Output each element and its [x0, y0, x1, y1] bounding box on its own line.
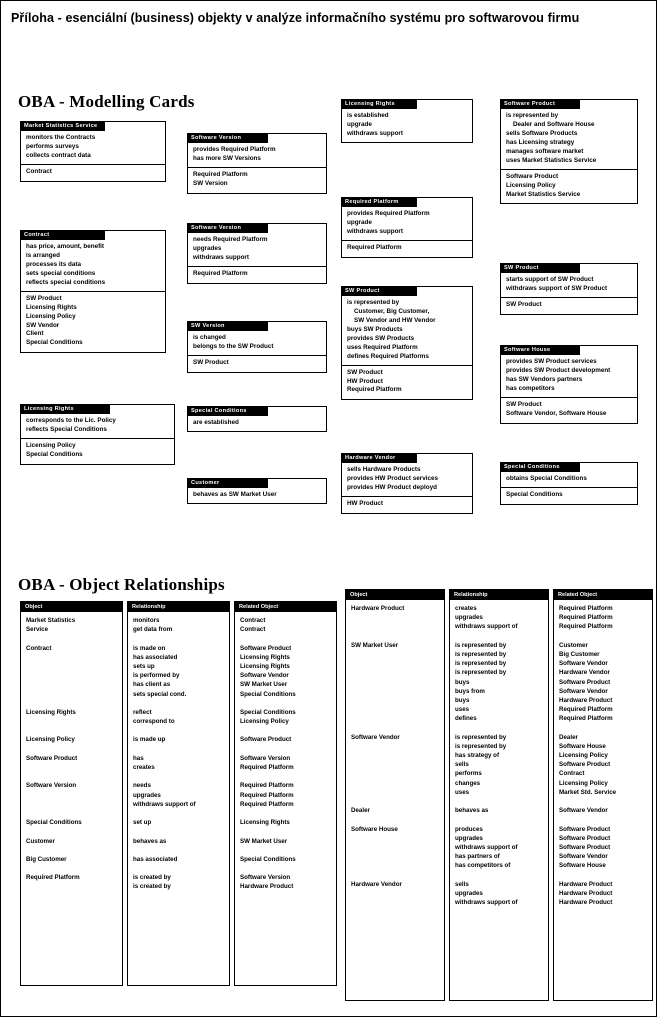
column-cells: Contract Contract Software Product Licensing Rights Licensing Rights Software Vendor SW Market User Special Conditions Special Conditions Licensing Policy Software Product Software Version Required Platform Required Platform Required Platform Required Platform Licensing Rights SW Market User Special Conditions Software Version Hardware Product: [240, 617, 296, 891]
card-special-conditions-obtain: [500, 462, 638, 505]
card-references: SW Product HW Product Required Platform: [347, 368, 402, 394]
card-header: Licensing Rights: [342, 100, 417, 109]
card-operations: is established upgrade withdraws support: [347, 112, 403, 137]
card-operations: is changed belongs to the SW Product: [193, 334, 274, 350]
column-cells: monitors get data from is made on has associated sets up is performed by has client as sets special cond. reflect correspond to is made up has creates needs upgrades withdraws support of set up behaves as has associated is created by is created by: [133, 617, 196, 891]
card-references: SW Product Software Vendor, Software House: [506, 400, 607, 417]
card-operations: are established: [193, 419, 239, 426]
card-header: Contract: [21, 231, 105, 240]
card-operations: provides SW Product services provides SW Product development has SW Vendors partners has competitors: [506, 358, 611, 392]
column-cells: Hardware Product SW Market User Software Vendor Dealer Software House Hardware Vendor: [351, 605, 405, 888]
card-header: Software Product: [501, 100, 580, 109]
column-object: Object Hardware Product SW Market User Software Vendor Dealer Software House Hardware Vendor: [345, 589, 445, 1001]
card-sw-product: [341, 286, 473, 400]
card-header: SW Product: [501, 264, 580, 273]
card-header: SW Product: [342, 287, 417, 296]
card-operations: is represented by Dealer and Software House sells Software Products has Licensing strategy manages software market uses Market Statistics Service: [506, 112, 597, 164]
card-software-version: [187, 133, 327, 194]
card-operations: monitors the Contracts performs surveys collects contract data: [26, 134, 96, 159]
relationship-table-right: [345, 589, 653, 1001]
card-references: Licensing Policy Special Conditions: [26, 441, 83, 458]
card-header: Software Version: [188, 134, 268, 143]
card-operations: provides Required Platform upgrade withdraws support: [347, 210, 430, 235]
card-references: SW Product: [506, 300, 542, 308]
card-customer: [187, 478, 327, 504]
card-operations: sells Hardware Products provides HW Product services provides HW Product deployd: [347, 466, 438, 491]
card-references: SW Product Licensing Rights Licensing Policy SW Vendor Client Special Conditions: [26, 294, 83, 347]
card-operations: needs Required Platform upgrades withdraws support: [193, 236, 268, 261]
card-required-platform: [341, 197, 473, 258]
column-object: Object Market Statistics Service Contract Licensing Rights Licensing Policy Software Product Software Version Special Conditions Customer Big Customer Required Platform: [20, 601, 123, 986]
card-special-conditions: [187, 406, 327, 432]
card-licensing-rights-top: [341, 99, 473, 143]
card-operations: corresponds to the Lic. Policy reflects Special Conditions: [26, 417, 116, 433]
card-header: Hardware Vendor: [342, 454, 417, 463]
card-operations: has price, amount, benefit is arranged processes its data sets special conditions reflects special conditions: [26, 243, 106, 286]
card-licensing-rights: [20, 404, 175, 465]
card-header: Software Version: [188, 224, 268, 233]
card-software-product: [500, 99, 638, 204]
card-operations: obtains Special Conditions: [506, 475, 587, 482]
column-related-object: Related Object Contract Contract Software Product Licensing Rights Licensing Rights Software Vendor SW Market User Special Conditions Special Conditions Licensing Policy Software Product Software Version Required Platform Required Platform Required Platform Required Platform Licensing Rights SW Market User Special Conditions Software Version Hardware Product: [234, 601, 337, 986]
card-header: Software House: [501, 346, 580, 355]
card-references: Contract: [26, 167, 52, 175]
section-title-modelling-cards: OBA - Modelling Cards: [18, 92, 195, 111]
card-header: Special Conditions: [188, 407, 268, 416]
card-contract: [20, 230, 166, 353]
column-related-object: Related Object Required Platform Required Platform Required Platform Customer Big Customer Software Vendor Hardware Vendor Software Product Software Vendor Hardware Product Required Platform Required Platform Dealer Software House Licensing Policy Software Product Contract Licensing Policy Market Std. Service Software Vendor Software Product Software Product Software Product Software Vendor Software House Hardware Product Hardware Product Hardware Product: [553, 589, 653, 1001]
card-software-house: [500, 345, 638, 424]
card-sw-version-change: [187, 321, 327, 373]
card-operations: is represented by Customer, Big Customer, SW Vendor and HW Vendor buys SW Products provides SW Products uses Required Platform defines Required Platforms: [347, 299, 436, 360]
column-relationship: Relationship monitors get data from is made on has associated sets up is performed by has client as sets special cond. reflect correspond to is made up has creates needs upgrades withdraws support of set up behaves as has associated is created by is created by: [127, 601, 230, 986]
page-title: Příloha - esenciální (business) objekty v analýze informačního systému pro softwarovou firmu: [11, 11, 580, 25]
card-references: Required Platform SW Version: [193, 170, 248, 187]
card-references: SW Product: [193, 358, 229, 366]
card-hardware-vendor: [341, 453, 473, 514]
column-relationship: Relationship creates upgrades withdraws support of is represented by is represented by is represented by is represented by buys buys from buys uses defines is represented by is represented by has strategy of sells performs changes uses behaves as produces upgrades withdraws support of has partners of has competitors of sells upgrades withdraws support of: [449, 589, 549, 1001]
card-software-version-2: [187, 223, 327, 284]
card-header: Special Conditions: [501, 463, 580, 472]
column-cells: Market Statistics Service Contract Licensing Rights Licensing Policy Software Product Software Version Special Conditions Customer Big Customer Required Platform: [26, 617, 82, 882]
card-header: Licensing Rights: [21, 405, 110, 414]
card-header: SW Version: [188, 322, 268, 331]
section-title-object-relationships: OBA - Object Relationships: [18, 575, 225, 594]
card-header: Customer: [188, 479, 268, 488]
card-references: Special Conditions: [506, 490, 563, 498]
card-references: Required Platform: [347, 243, 402, 251]
card-references: Software Product Licensing Policy Market Statistics Service: [506, 172, 581, 198]
card-operations: provides Required Platform has more SW Versions: [193, 146, 276, 162]
column-cells: creates upgrades withdraws support of is represented by is represented by is represented by is represented by buys buys from buys uses defines is represented by is represented by has strategy of sells performs changes uses behaves as produces upgrades withdraws support of has partners of has competitors of sells upgrades withdraws support of: [455, 605, 518, 906]
card-sw-product-support: [500, 263, 638, 315]
card-operations: behaves as SW Market User: [193, 491, 277, 498]
card-header: Market Statistics Service: [21, 122, 105, 131]
card-market-statistics-service: [20, 121, 166, 182]
relationship-table-left: [20, 601, 337, 986]
card-references: Required Platform: [193, 269, 248, 277]
card-operations: starts support of SW Product withdraws support of SW Product: [506, 276, 608, 292]
card-header: Required Platform: [342, 198, 417, 207]
column-cells: Required Platform Required Platform Required Platform Customer Big Customer Software Vendor Hardware Vendor Software Product Software Vendor Hardware Product Required Platform Required Platform Dealer Software House Licensing Policy Software Product Contract Licensing Policy Market Std. Service Software Vendor Software Product Software Product Software Product Software Vendor Software House Hardware Product Hardware Product Hardware Product: [559, 605, 617, 906]
card-references: HW Product: [347, 499, 384, 507]
